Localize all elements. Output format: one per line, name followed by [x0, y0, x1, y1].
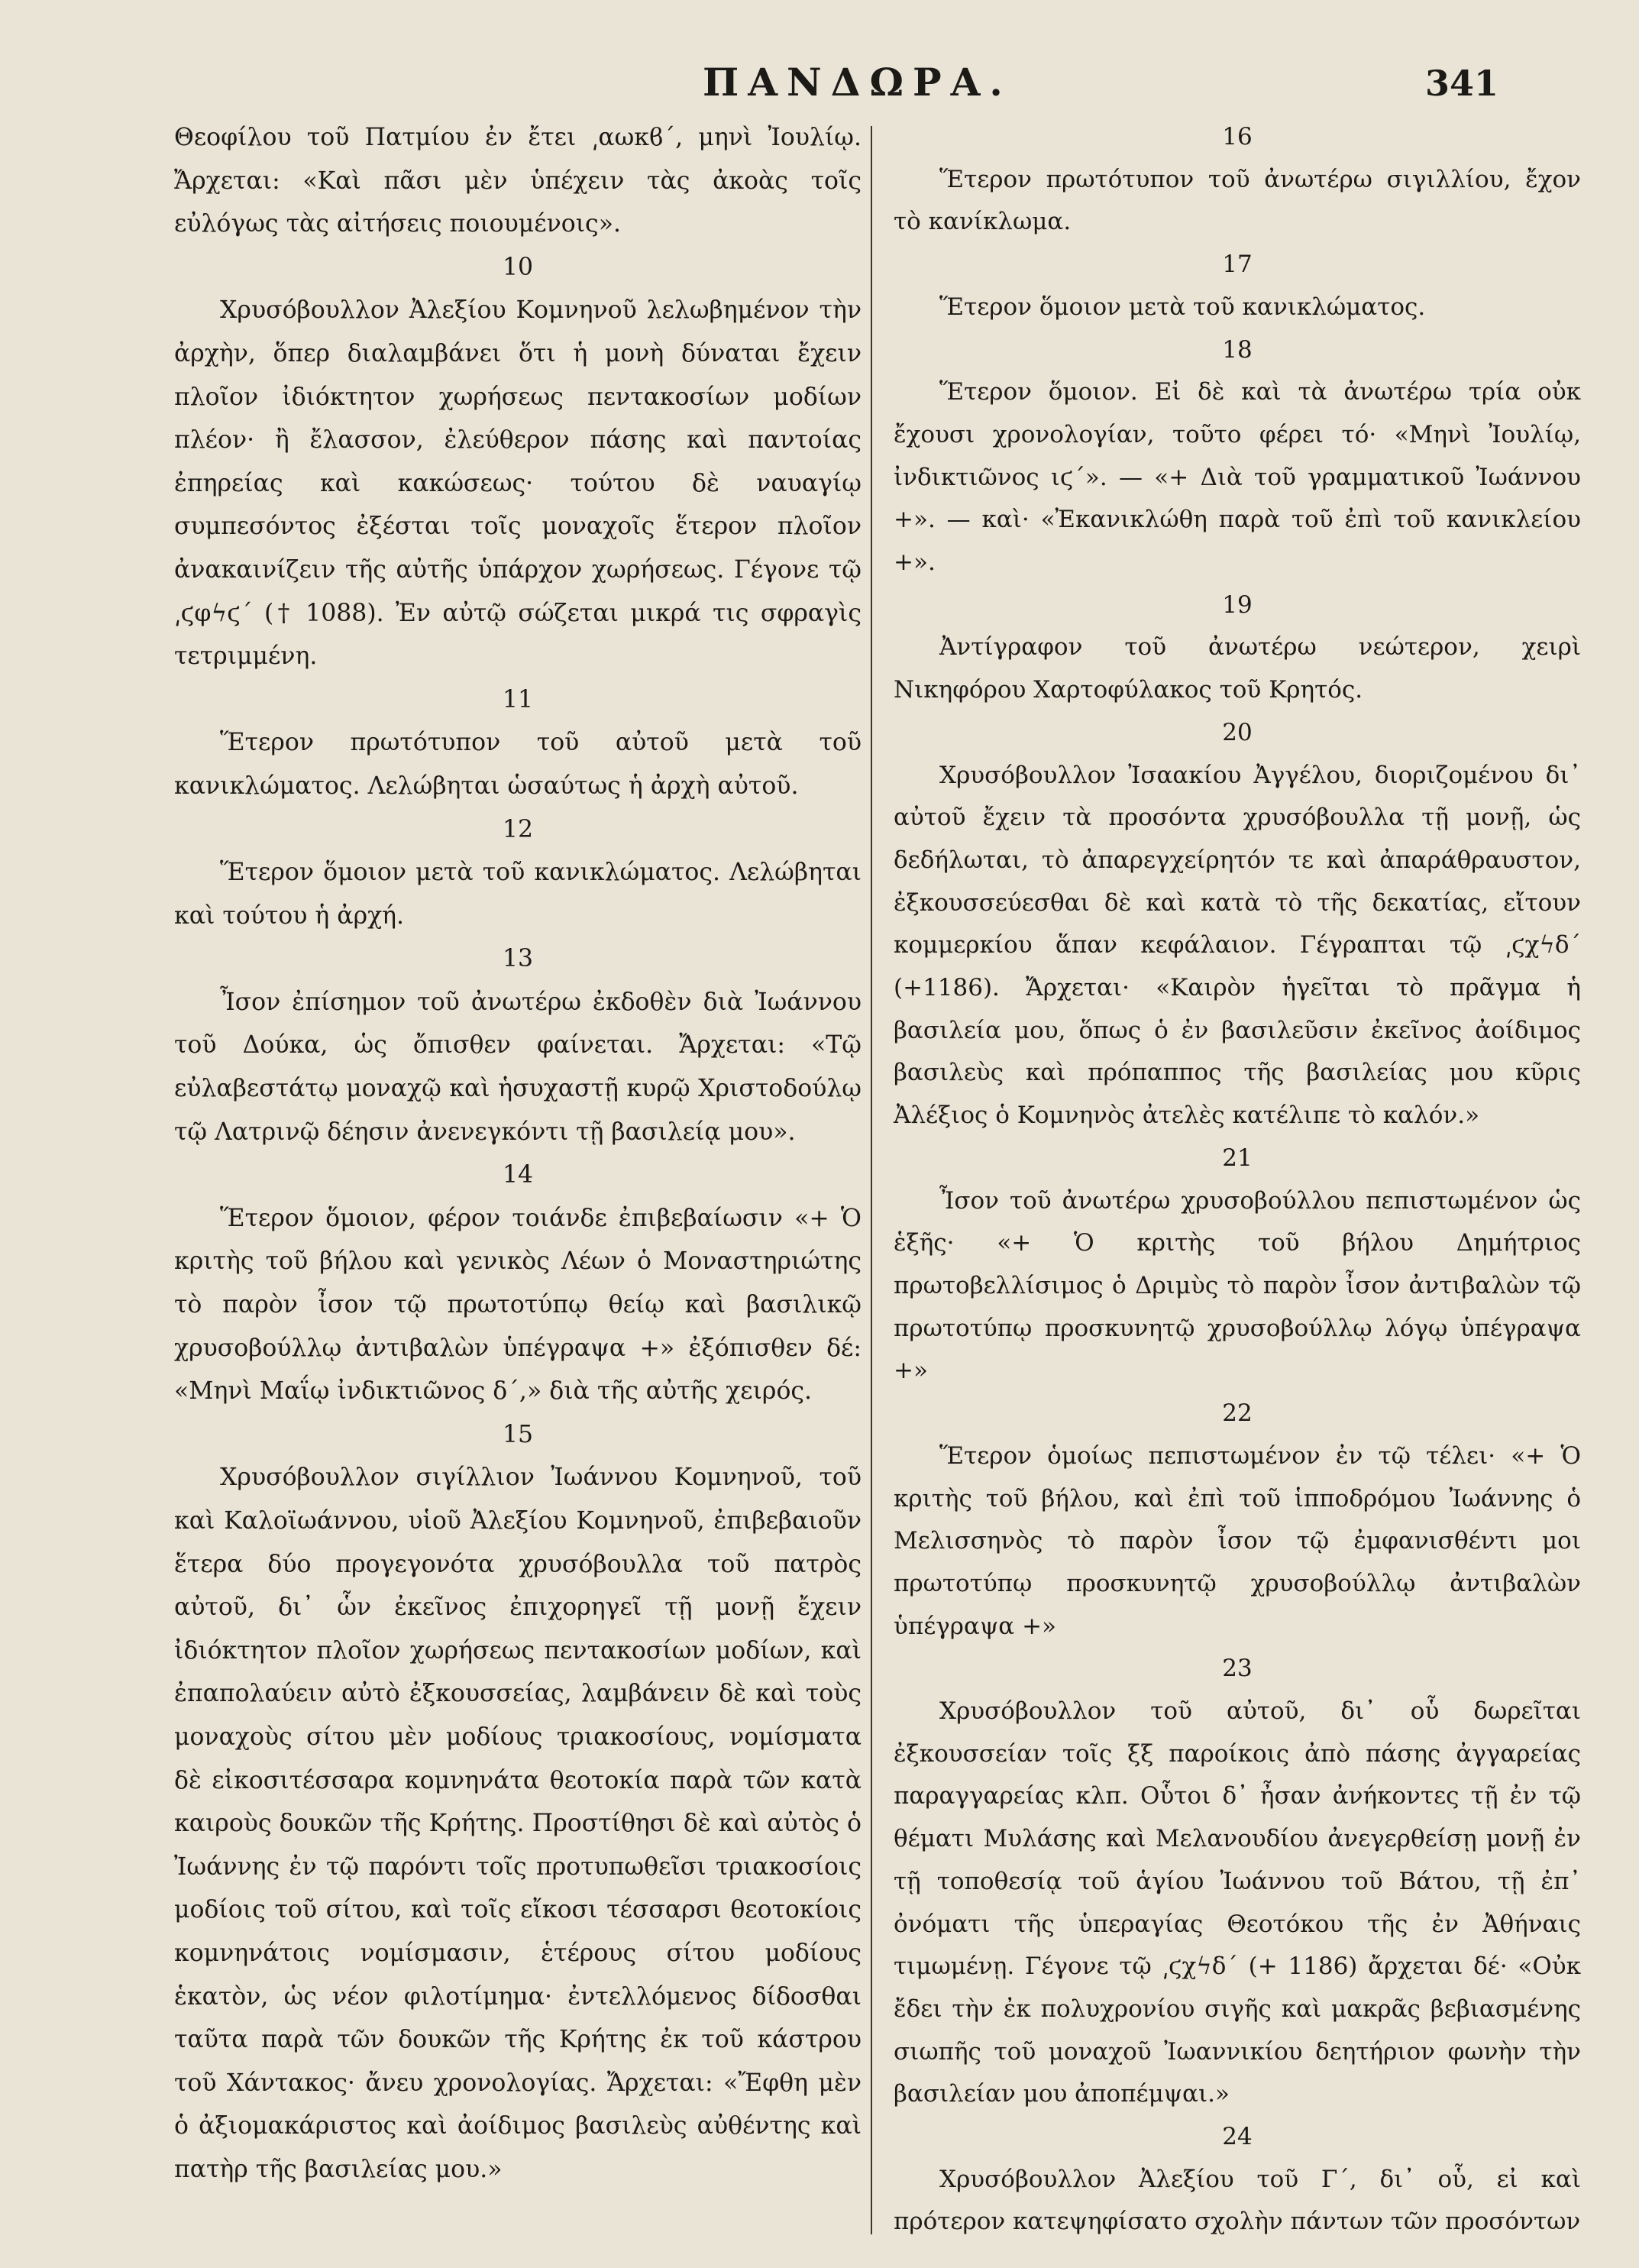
entry-number: 23: [1222, 1655, 1253, 1683]
entry-number: 17: [1222, 251, 1253, 279]
entry-number: 15: [502, 1420, 534, 1448]
entry-paragraph: Ἶσον τοῦ ἀνωτέρω χρυσοβούλλου πεπιστωμένον ὡς ἑξῆς· «+ Ὁ κριτὴς τοῦ βήλου Δημήτριος πρωτοβελλίσιμος ὁ Δριμὺς τὸ παρὸν ἶσον ἀντιβαλὼν τῷ πρωτοτύπῳ προσκυνητῷ χρυσοβούλλῳ λόγῳ ὑπέγραψα +»: [894, 1186, 1581, 1385]
entry-number: 10: [502, 253, 534, 281]
right-column: [894, 116, 1581, 2244]
entry-number: 12: [502, 815, 534, 843]
entry-number: 13: [502, 945, 534, 973]
entry-paragraph: Ἀντίγραφον τοῦ ἀνωτέρω νεώτερον, χειρὶ Νικηφόρου Χαρτοφύλακος τοῦ Κρητός.: [894, 633, 1581, 704]
entry-paragraph: Χρυσόβουλλον τοῦ αὐτοῦ, δι᾽ οὗ δωρεῖται ἐξκουσσείαν τοῖς ξξ παροίκοις ἀπὸ πάσης ἀγγαρείας παραγγαρείας κλπ. Οὗτοι δ᾽ ἦσαν ἀνήκοντες τῇ ἐν τῷ θέματι Μυλάσης καὶ Μελανουδίου ἀνεγερθείσῃ μονῇ ἐν τῇ τοποθεσίᾳ τοῦ ἁγίου Ἰωάννου τοῦ Βάτου, τῇ ἐπ᾽ ὀνόματι τῆς ὑπεραγίας Θεοτόκου τῆς ἐν Ἀθήναις τιμωμένῃ. Γέγονε τῷ ͵ϛχϟδ΄ (+ 1186) ἄρχεται δέ· «Οὐκ ἔδει τὴν ἐκ πολυχρονίου σιγῆς καὶ μακρᾶς βεβιασμένης σιωπῆς τοῦ μοναχοῦ Ἰωαννικίου δεητήριον φωνὴν τὴν βασιλείαν μου ἀποπέμψαι.»: [894, 1697, 1581, 2108]
entry-number: 22: [1222, 1399, 1253, 1428]
entry-number: 21: [1222, 1144, 1253, 1172]
entry-paragraph: Ἕτερον ὁμοίως πεπιστωμένον ἐν τῷ τέλει· «+ Ὁ κριτὴς τοῦ βήλου, καὶ ἐπὶ τοῦ ἱπποδρόμου Ἰωάννης ὁ Μελισσηνὸς τὸ παρὸν ἶσον τῷ ἐμφανισθέντι μοι πρωτοτύπῳ προσκυνητῷ χρυσοβούλλῳ ἀντιβαλὼν ὑπέγραψα +»: [894, 1441, 1581, 1640]
column-divider: [871, 126, 872, 2234]
entry-paragraph: Ἕτερον ὅμοιον, φέρον τοιάνδε ἐπιβεβαίωσιν «+ Ὁ κριτὴς τοῦ βήλου καὶ γενικὸς Λέων ὁ Μοναστηριώτης τὸ παρὸν ἶσον τῷ πρωτοτύπῳ θείῳ καὶ βασιλικῷ χρυσοβούλλῳ ἀντιβαλὼν ὑπέγραψα +» ἐξόπισθεν δέ: «Μηνὶ Μαΐῳ ἰνδικτιῶνος δ΄,» διὰ τῆς αὐτῆς χειρός.: [174, 1204, 862, 1406]
entry-number: 11: [502, 685, 534, 713]
running-title: ΠΑΝΔΩΡΑ.: [703, 60, 1012, 105]
entry-number: 24: [1222, 2123, 1253, 2151]
entry-number: 19: [1222, 590, 1253, 619]
entry-paragraph: Ἕτερον πρωτότυπον τοῦ ἀνωτέρω σιγιλλίου, ἔχον τὸ κανίκλωμα.: [894, 165, 1581, 236]
entry-paragraph: Ἕτερον ὅμοιον. Εἰ δὲ καὶ τὰ ἀνωτέρω τρία οὐκ ἔχουσι χρονολογίαν, τοῦτο φέρει τό· «Μηνὶ Ἰουλίῳ, ἰνδικτιῶνος ιϛ΄». — «+ Διὰ τοῦ γραμματικοῦ Ἰωάννου +». — καὶ· «Ἐκανικλώθη παρὰ τοῦ ἐπὶ τοῦ κανικλείου +».: [894, 378, 1581, 577]
entry-paragraph: Ἕτερον πρωτότυπον τοῦ αὐτοῦ μετὰ τοῦ κανικλώματος. Λελώβηται ὡσαύτως ἡ ἀρχὴ αὐτοῦ.: [174, 729, 862, 800]
entry-paragraph: Ἶσον ἐπίσημον τοῦ ἀνωτέρω ἐκδοθὲν διὰ Ἰωάννου τοῦ Δούκα, ὡς ὄπισθεν φαίνεται. Ἄρχεται: «Τῷ εὐλαβεστάτῳ μοναχῷ καὶ ἡσυχαστῇ κυρῷ Χριστοδούλῳ τῷ Λατρινῷ δέησιν ἀνενεγκόντι τῇ βασιλείᾳ μου».: [174, 988, 862, 1146]
left-column: [174, 116, 862, 2192]
entry-number: 18: [1222, 335, 1253, 364]
entry-paragraph: Ἕτερον ὅμοιον μετὰ τοῦ κανικλώματος.: [939, 293, 1426, 321]
entry-paragraph: Χρυσόβουλλον Ἀλεξίου Κομνηνοῦ λελωβημένον τὴν ἀρχὴν, ὅπερ διαλαμβάνει ὅτι ἡ μονὴ δύναται ἔχειν πλοῖον ἰδιόκτητον χωρήσεως πεντακοσίων μοδίων πλέον· ἢ ἔλασσον, ἐλεύθερον πάσης καὶ παντοίας ἐπηρείας καὶ κακώσεως· τούτου δὲ ναυαγίῳ συμπεσόντος ἐξέσται τοῖς μοναχοῖς ἕτερον πλοῖον ἀνακαινίζειν τῆς αὐτῆς ὑπάρχον χωρήσεως. Γέγονε τῷ ͵ϛφϟϛ΄ († 1088). Ἐν αὐτῷ σώζεται μικρά τις σφραγὶς τετριμμένη.: [174, 296, 862, 671]
entry-paragraph: Χρυσόβουλλον Ἀλεξίου τοῦ Γ΄, δι᾽ οὗ, εἰ καὶ πρότερον κατεψηφίσατο σχολὴν πάντων τῶν προσόντων: [894, 2165, 1581, 2236]
entry-number: 14: [502, 1161, 534, 1189]
entry-number: 16: [1222, 123, 1253, 150]
page-number: 341: [1424, 63, 1498, 104]
page-header: [0, 60, 1639, 121]
entry-paragraph: Ἕτερον ὅμοιον μετὰ τοῦ κανικλώματος. Λελώβηται καὶ τούτου ἡ ἀρχή.: [174, 859, 862, 930]
entry-paragraph: Χρυσόβουλλον σιγίλλιον Ἰωάννου Κομνηνοῦ, τοῦ καὶ Καλοϊωάννου, υἱοῦ Ἀλεξίου Κομνηνοῦ, ἐπιβεβαιοῦν ἕτερα δύο προγεγονότα χρυσόβουλλα τοῦ πατρὸς αὐτοῦ, δι᾽ ὧν ἐκεῖνος ἐπιχορηγεῖ τῇ μονῇ ἔχειν ἰδιόκτητον πλοῖον χωρήσεως πεντακοσίων μοδίων, καὶ ἐπαπολαύειν αὐτὸ ἐξκουσσείας, λαμβάνειν δὲ καὶ τοὺς μοναχοὺς σίτου μὲν μοδίους τριακοσίους, νομίσματα δὲ εἰκοσιτέσσαρα κομνηνάτα θεοτοκία παρὰ τῶν κατὰ καιροὺς δουκῶν τῆς Κρήτης. Προστίθησι δὲ καὶ αὐτὸς ὁ Ἰωάννης ἐν τῷ παρόντι τοῖς προτυπωθεῖσι τριακοσίοις μοδίοις τοῦ σίτου, καὶ τοῖς εἴκοσι τέσσαρσι θεοτοκίοις κομνηνάτοις νομίσμασιν, ἑτέρους σίτου μοδίους ἑκατὸν, ὡς νέον φιλοτίμημα· ἐντελλόμενος δίδοσθαι ταῦτα παρὰ τῶν δουκῶν τῆς Κρήτης ἐκ τοῦ κάστρου τοῦ Χάντακος· ἄνευ χρονολογίας. Ἄρχεται: «Ἔφθη μὲν ὁ ἀξιομακάριστος καὶ ἀοίδιμος βασιλεὺς αὐθέντης καὶ πατὴρ τῆς βασιλείας μου.»: [174, 1464, 862, 2183]
entry-number: 20: [1222, 718, 1253, 746]
entry-paragraph: Χρυσόβουλλον Ἰσαακίου Ἀγγέλου, διοριζομένου δι᾽ αὐτοῦ ἔχειν τὰ προσόντα χρυσόβουλλα τῇ μονῇ, ὡς δεδήλωται, τὸ ἀπαρεγχείρητόν τε καὶ ἀπαράθραυστον, ἐξκουσσεύεσθαι δὲ καὶ κατὰ τὸ τῆς δεκατίας, εἴτουν κομμερκίου ἅπαν κεφάλαιον. Γέγραπται τῷ ͵ϛχϟδ΄ (+1186). Ἄρχεται· «Καιρὸν ἡγεῖται τὸ πρᾶγμα ἡ βασιλεία μου, ὅπως ὁ ἐν βασιλεῦσιν ἐκεῖνος ἀοίδιμος βασιλεὺς καὶ πρόπαππος τῆς βασιλείας μου κῦρις Ἀλέξιος ὁ Κομνηνὸς ἀτελὲς κατέλιπε τὸ καλόν.»: [894, 761, 1581, 1130]
entry-paragraph: Θεοφίλου τοῦ Πατμίου ἐν ἔτει ͵αωκϐ΄, μηνὶ Ἰουλίῳ. Ἄρχεται: «Καὶ πᾶσι μὲν ὑπέχειν τὰς ἀκοὰς τοῖς εὐλόγως τὰς αἰτήσεις ποιουμένοις».: [174, 124, 862, 238]
